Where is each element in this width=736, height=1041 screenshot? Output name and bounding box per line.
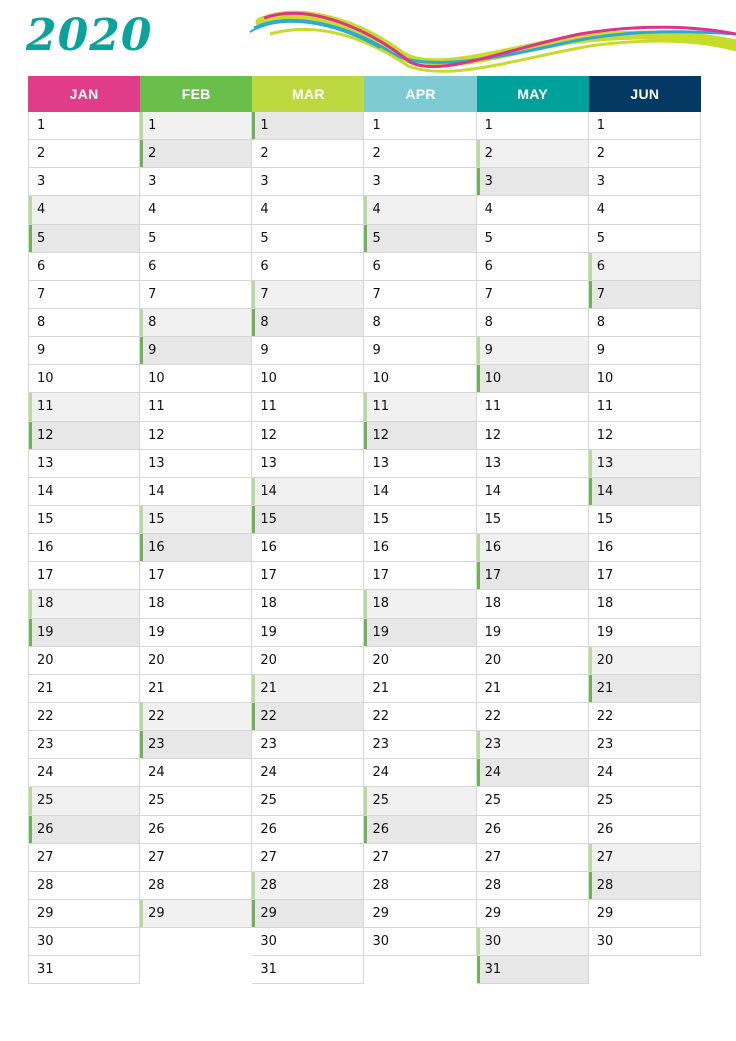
day-cell[interactable]: 28 xyxy=(28,872,140,900)
day-cell[interactable]: 10 xyxy=(364,365,476,393)
day-cell[interactable]: 4 xyxy=(477,196,589,224)
day-cell[interactable]: 1 xyxy=(252,112,364,140)
month-header-row xyxy=(28,76,701,112)
day-cell[interactable]: 30 xyxy=(477,928,589,956)
day-cell[interactable]: 26 xyxy=(140,816,252,844)
month-column-may xyxy=(477,112,589,984)
day-cell[interactable]: 1 xyxy=(28,112,140,140)
day-cell[interactable]: 24 xyxy=(477,759,589,787)
day-cell[interactable]: 29 xyxy=(477,900,589,928)
day-cell[interactable]: 10 xyxy=(589,365,701,393)
day-cell[interactable]: 3 xyxy=(477,168,589,196)
day-cell[interactable]: 22 xyxy=(140,703,252,731)
day-cell[interactable]: 8 xyxy=(364,309,476,337)
calendar-grid xyxy=(28,76,701,984)
day-cell[interactable]: 19 xyxy=(364,619,476,647)
day-cell[interactable]: 12 xyxy=(140,422,252,450)
day-cell[interactable]: 19 xyxy=(28,619,140,647)
day-cell[interactable]: 20 xyxy=(140,647,252,675)
day-cell[interactable]: 4 xyxy=(252,196,364,224)
day-cell[interactable]: 5 xyxy=(140,225,252,253)
day-cell[interactable]: 26 xyxy=(28,816,140,844)
day-cell[interactable]: 9 xyxy=(477,337,589,365)
day-cell[interactable]: 26 xyxy=(477,816,589,844)
day-cell[interactable]: 13 xyxy=(589,450,701,478)
day-cell[interactable]: 28 xyxy=(477,872,589,900)
day-cell[interactable]: 6 xyxy=(28,253,140,281)
day-cell[interactable]: 6 xyxy=(364,253,476,281)
day-cell[interactable]: 21 xyxy=(364,675,476,703)
day-cell[interactable]: 28 xyxy=(140,872,252,900)
day-cell[interactable]: 26 xyxy=(364,816,476,844)
day-cell[interactable]: 9 xyxy=(364,337,476,365)
month-header-jan: JAN xyxy=(28,76,140,112)
day-cell[interactable]: 22 xyxy=(28,703,140,731)
day-cell[interactable]: 2 xyxy=(589,140,701,168)
day-cell[interactable]: 7 xyxy=(364,281,476,309)
day-cell[interactable]: 20 xyxy=(364,647,476,675)
day-cell[interactable]: 17 xyxy=(252,562,364,590)
day-cell[interactable]: 23 xyxy=(28,731,140,759)
day-cell[interactable]: 19 xyxy=(589,619,701,647)
day-cell[interactable]: 5 xyxy=(477,225,589,253)
day-cell[interactable]: 23 xyxy=(252,731,364,759)
day-cell[interactable]: 25 xyxy=(140,787,252,815)
day-cell[interactable]: 17 xyxy=(589,562,701,590)
day-cell[interactable]: 27 xyxy=(477,844,589,872)
day-cell[interactable]: 10 xyxy=(140,365,252,393)
day-cell[interactable]: 8 xyxy=(589,309,701,337)
day-cell[interactable]: 7 xyxy=(252,281,364,309)
month-header-feb: FEB xyxy=(140,76,252,112)
day-cell[interactable]: 14 xyxy=(252,478,364,506)
day-cell[interactable]: 21 xyxy=(252,675,364,703)
day-cell[interactable]: 22 xyxy=(589,703,701,731)
day-cell[interactable]: 18 xyxy=(589,590,701,618)
day-cell[interactable]: 14 xyxy=(477,478,589,506)
decorative-swoosh xyxy=(240,4,736,80)
day-cell[interactable]: 26 xyxy=(589,816,701,844)
day-cell[interactable]: 24 xyxy=(140,759,252,787)
day-cell[interactable]: 1 xyxy=(477,112,589,140)
day-cell[interactable]: 22 xyxy=(364,703,476,731)
day-cell[interactable]: 28 xyxy=(252,872,364,900)
day-cell[interactable]: 12 xyxy=(364,422,476,450)
day-cell[interactable]: 27 xyxy=(589,844,701,872)
day-cell[interactable]: 17 xyxy=(28,562,140,590)
day-cell[interactable]: 21 xyxy=(477,675,589,703)
day-cell[interactable]: 15 xyxy=(140,506,252,534)
month-column-jan xyxy=(28,112,140,984)
day-cell[interactable]: 18 xyxy=(364,590,476,618)
day-cell[interactable]: 7 xyxy=(589,281,701,309)
day-cell[interactable]: 29 xyxy=(252,900,364,928)
day-cell[interactable]: 4 xyxy=(364,196,476,224)
month-columns xyxy=(28,112,701,984)
day-cell[interactable]: 6 xyxy=(589,253,701,281)
day-cell[interactable]: 30 xyxy=(252,928,364,956)
day-cell[interactable]: 11 xyxy=(589,393,701,421)
day-cell[interactable]: 11 xyxy=(477,393,589,421)
day-cell[interactable]: 9 xyxy=(140,337,252,365)
day-cell[interactable]: 29 xyxy=(364,900,476,928)
day-cell[interactable]: 6 xyxy=(252,253,364,281)
day-cell[interactable]: 3 xyxy=(364,168,476,196)
day-cell[interactable]: 21 xyxy=(28,675,140,703)
day-cell[interactable]: 25 xyxy=(589,787,701,815)
month-header-mar: MAR xyxy=(252,76,364,112)
day-cell[interactable]: 2 xyxy=(140,140,252,168)
day-cell[interactable]: 8 xyxy=(252,309,364,337)
day-cell[interactable]: 29 xyxy=(589,900,701,928)
month-column-feb xyxy=(140,112,252,928)
day-cell[interactable]: 4 xyxy=(140,196,252,224)
day-cell[interactable]: 23 xyxy=(140,731,252,759)
day-cell[interactable]: 10 xyxy=(252,365,364,393)
day-cell[interactable]: 20 xyxy=(28,647,140,675)
day-cell[interactable]: 25 xyxy=(252,787,364,815)
day-cell[interactable]: 21 xyxy=(589,675,701,703)
day-cell[interactable]: 16 xyxy=(589,534,701,562)
day-cell[interactable]: 4 xyxy=(589,196,701,224)
day-cell[interactable]: 6 xyxy=(477,253,589,281)
day-cell[interactable]: 3 xyxy=(28,168,140,196)
day-cell[interactable]: 16 xyxy=(140,534,252,562)
day-cell[interactable]: 14 xyxy=(140,478,252,506)
day-cell[interactable]: 2 xyxy=(28,140,140,168)
day-cell[interactable]: 31 xyxy=(28,956,140,984)
day-cell[interactable]: 23 xyxy=(589,731,701,759)
month-column-mar xyxy=(252,112,364,984)
day-cell[interactable]: 16 xyxy=(477,534,589,562)
day-cell[interactable]: 12 xyxy=(477,422,589,450)
day-cell[interactable]: 8 xyxy=(477,309,589,337)
day-cell[interactable]: 13 xyxy=(364,450,476,478)
day-cell[interactable]: 8 xyxy=(140,309,252,337)
day-cell[interactable]: 31 xyxy=(252,956,364,984)
day-cell[interactable]: 5 xyxy=(252,225,364,253)
day-cell[interactable]: 7 xyxy=(477,281,589,309)
year-title: 2020 xyxy=(26,10,153,61)
month-header-apr: APR xyxy=(364,76,476,112)
day-cell[interactable]: 18 xyxy=(252,590,364,618)
day-cell[interactable]: 13 xyxy=(140,450,252,478)
day-cell[interactable]: 4 xyxy=(28,196,140,224)
day-cell[interactable]: 14 xyxy=(364,478,476,506)
day-cell[interactable]: 15 xyxy=(589,506,701,534)
day-cell[interactable]: 30 xyxy=(28,928,140,956)
month-header-jun: JUN xyxy=(589,76,701,112)
day-cell[interactable]: 24 xyxy=(364,759,476,787)
day-cell[interactable]: 19 xyxy=(252,619,364,647)
day-cell[interactable]: 22 xyxy=(252,703,364,731)
day-cell[interactable]: 18 xyxy=(140,590,252,618)
day-cell[interactable]: 1 xyxy=(589,112,701,140)
day-cell[interactable]: 24 xyxy=(28,759,140,787)
day-cell[interactable]: 23 xyxy=(477,731,589,759)
day-cell[interactable]: 25 xyxy=(28,787,140,815)
day-cell[interactable]: 13 xyxy=(477,450,589,478)
day-cell[interactable]: 16 xyxy=(28,534,140,562)
day-cell[interactable]: 2 xyxy=(252,140,364,168)
day-cell[interactable]: 1 xyxy=(140,112,252,140)
day-cell[interactable]: 16 xyxy=(364,534,476,562)
day-cell[interactable]: 21 xyxy=(140,675,252,703)
day-cell[interactable]: 3 xyxy=(140,168,252,196)
day-cell[interactable]: 16 xyxy=(252,534,364,562)
day-cell[interactable]: 10 xyxy=(28,365,140,393)
day-cell[interactable]: 14 xyxy=(28,478,140,506)
day-cell[interactable]: 14 xyxy=(589,478,701,506)
day-cell[interactable]: 13 xyxy=(252,450,364,478)
day-cell[interactable]: 2 xyxy=(477,140,589,168)
day-cell[interactable]: 30 xyxy=(364,928,476,956)
month-header-may: MAY xyxy=(477,76,589,112)
day-cell[interactable]: 5 xyxy=(28,225,140,253)
day-cell[interactable]: 7 xyxy=(28,281,140,309)
day-cell[interactable]: 26 xyxy=(252,816,364,844)
day-cell[interactable]: 12 xyxy=(589,422,701,450)
day-cell[interactable]: 18 xyxy=(28,590,140,618)
day-cell[interactable]: 17 xyxy=(364,562,476,590)
day-cell[interactable]: 11 xyxy=(364,393,476,421)
day-cell[interactable]: 31 xyxy=(477,956,589,984)
day-cell[interactable]: 11 xyxy=(28,393,140,421)
day-cell[interactable]: 27 xyxy=(252,844,364,872)
day-cell[interactable]: 7 xyxy=(140,281,252,309)
day-cell[interactable]: 17 xyxy=(477,562,589,590)
day-cell[interactable]: 12 xyxy=(28,422,140,450)
day-cell[interactable]: 30 xyxy=(589,928,701,956)
day-cell[interactable]: 27 xyxy=(140,844,252,872)
day-cell[interactable]: 5 xyxy=(589,225,701,253)
day-cell[interactable]: 10 xyxy=(477,365,589,393)
day-cell[interactable]: 1 xyxy=(364,112,476,140)
day-cell[interactable]: 25 xyxy=(477,787,589,815)
day-cell[interactable]: 3 xyxy=(589,168,701,196)
day-cell[interactable]: 18 xyxy=(477,590,589,618)
day-cell[interactable]: 13 xyxy=(28,450,140,478)
day-cell[interactable]: 9 xyxy=(28,337,140,365)
day-cell[interactable]: 20 xyxy=(252,647,364,675)
day-cell[interactable]: 15 xyxy=(477,506,589,534)
month-column-jun xyxy=(589,112,701,956)
day-cell[interactable]: 15 xyxy=(28,506,140,534)
day-cell[interactable]: 27 xyxy=(28,844,140,872)
day-cell[interactable]: 2 xyxy=(364,140,476,168)
month-column-apr xyxy=(364,112,476,956)
day-cell[interactable]: 5 xyxy=(364,225,476,253)
day-cell[interactable]: 3 xyxy=(252,168,364,196)
day-cell[interactable]: 11 xyxy=(140,393,252,421)
day-cell[interactable]: 29 xyxy=(28,900,140,928)
day-cell[interactable]: 19 xyxy=(477,619,589,647)
day-cell[interactable]: 24 xyxy=(589,759,701,787)
day-cell[interactable]: 27 xyxy=(364,844,476,872)
day-cell[interactable]: 28 xyxy=(589,872,701,900)
day-cell[interactable]: 25 xyxy=(364,787,476,815)
day-cell[interactable]: 9 xyxy=(589,337,701,365)
day-cell[interactable]: 8 xyxy=(28,309,140,337)
day-cell[interactable]: 6 xyxy=(140,253,252,281)
day-cell[interactable]: 23 xyxy=(364,731,476,759)
day-cell[interactable]: 24 xyxy=(252,759,364,787)
day-cell[interactable]: 15 xyxy=(252,506,364,534)
day-cell[interactable]: 12 xyxy=(252,422,364,450)
day-cell[interactable]: 9 xyxy=(252,337,364,365)
day-cell[interactable]: 19 xyxy=(140,619,252,647)
day-cell[interactable]: 28 xyxy=(364,872,476,900)
day-cell[interactable]: 20 xyxy=(477,647,589,675)
day-cell[interactable]: 11 xyxy=(252,393,364,421)
day-cell[interactable]: 20 xyxy=(589,647,701,675)
day-cell[interactable]: 17 xyxy=(140,562,252,590)
day-cell[interactable]: 15 xyxy=(364,506,476,534)
day-cell[interactable]: 29 xyxy=(140,900,252,928)
day-cell[interactable]: 22 xyxy=(477,703,589,731)
